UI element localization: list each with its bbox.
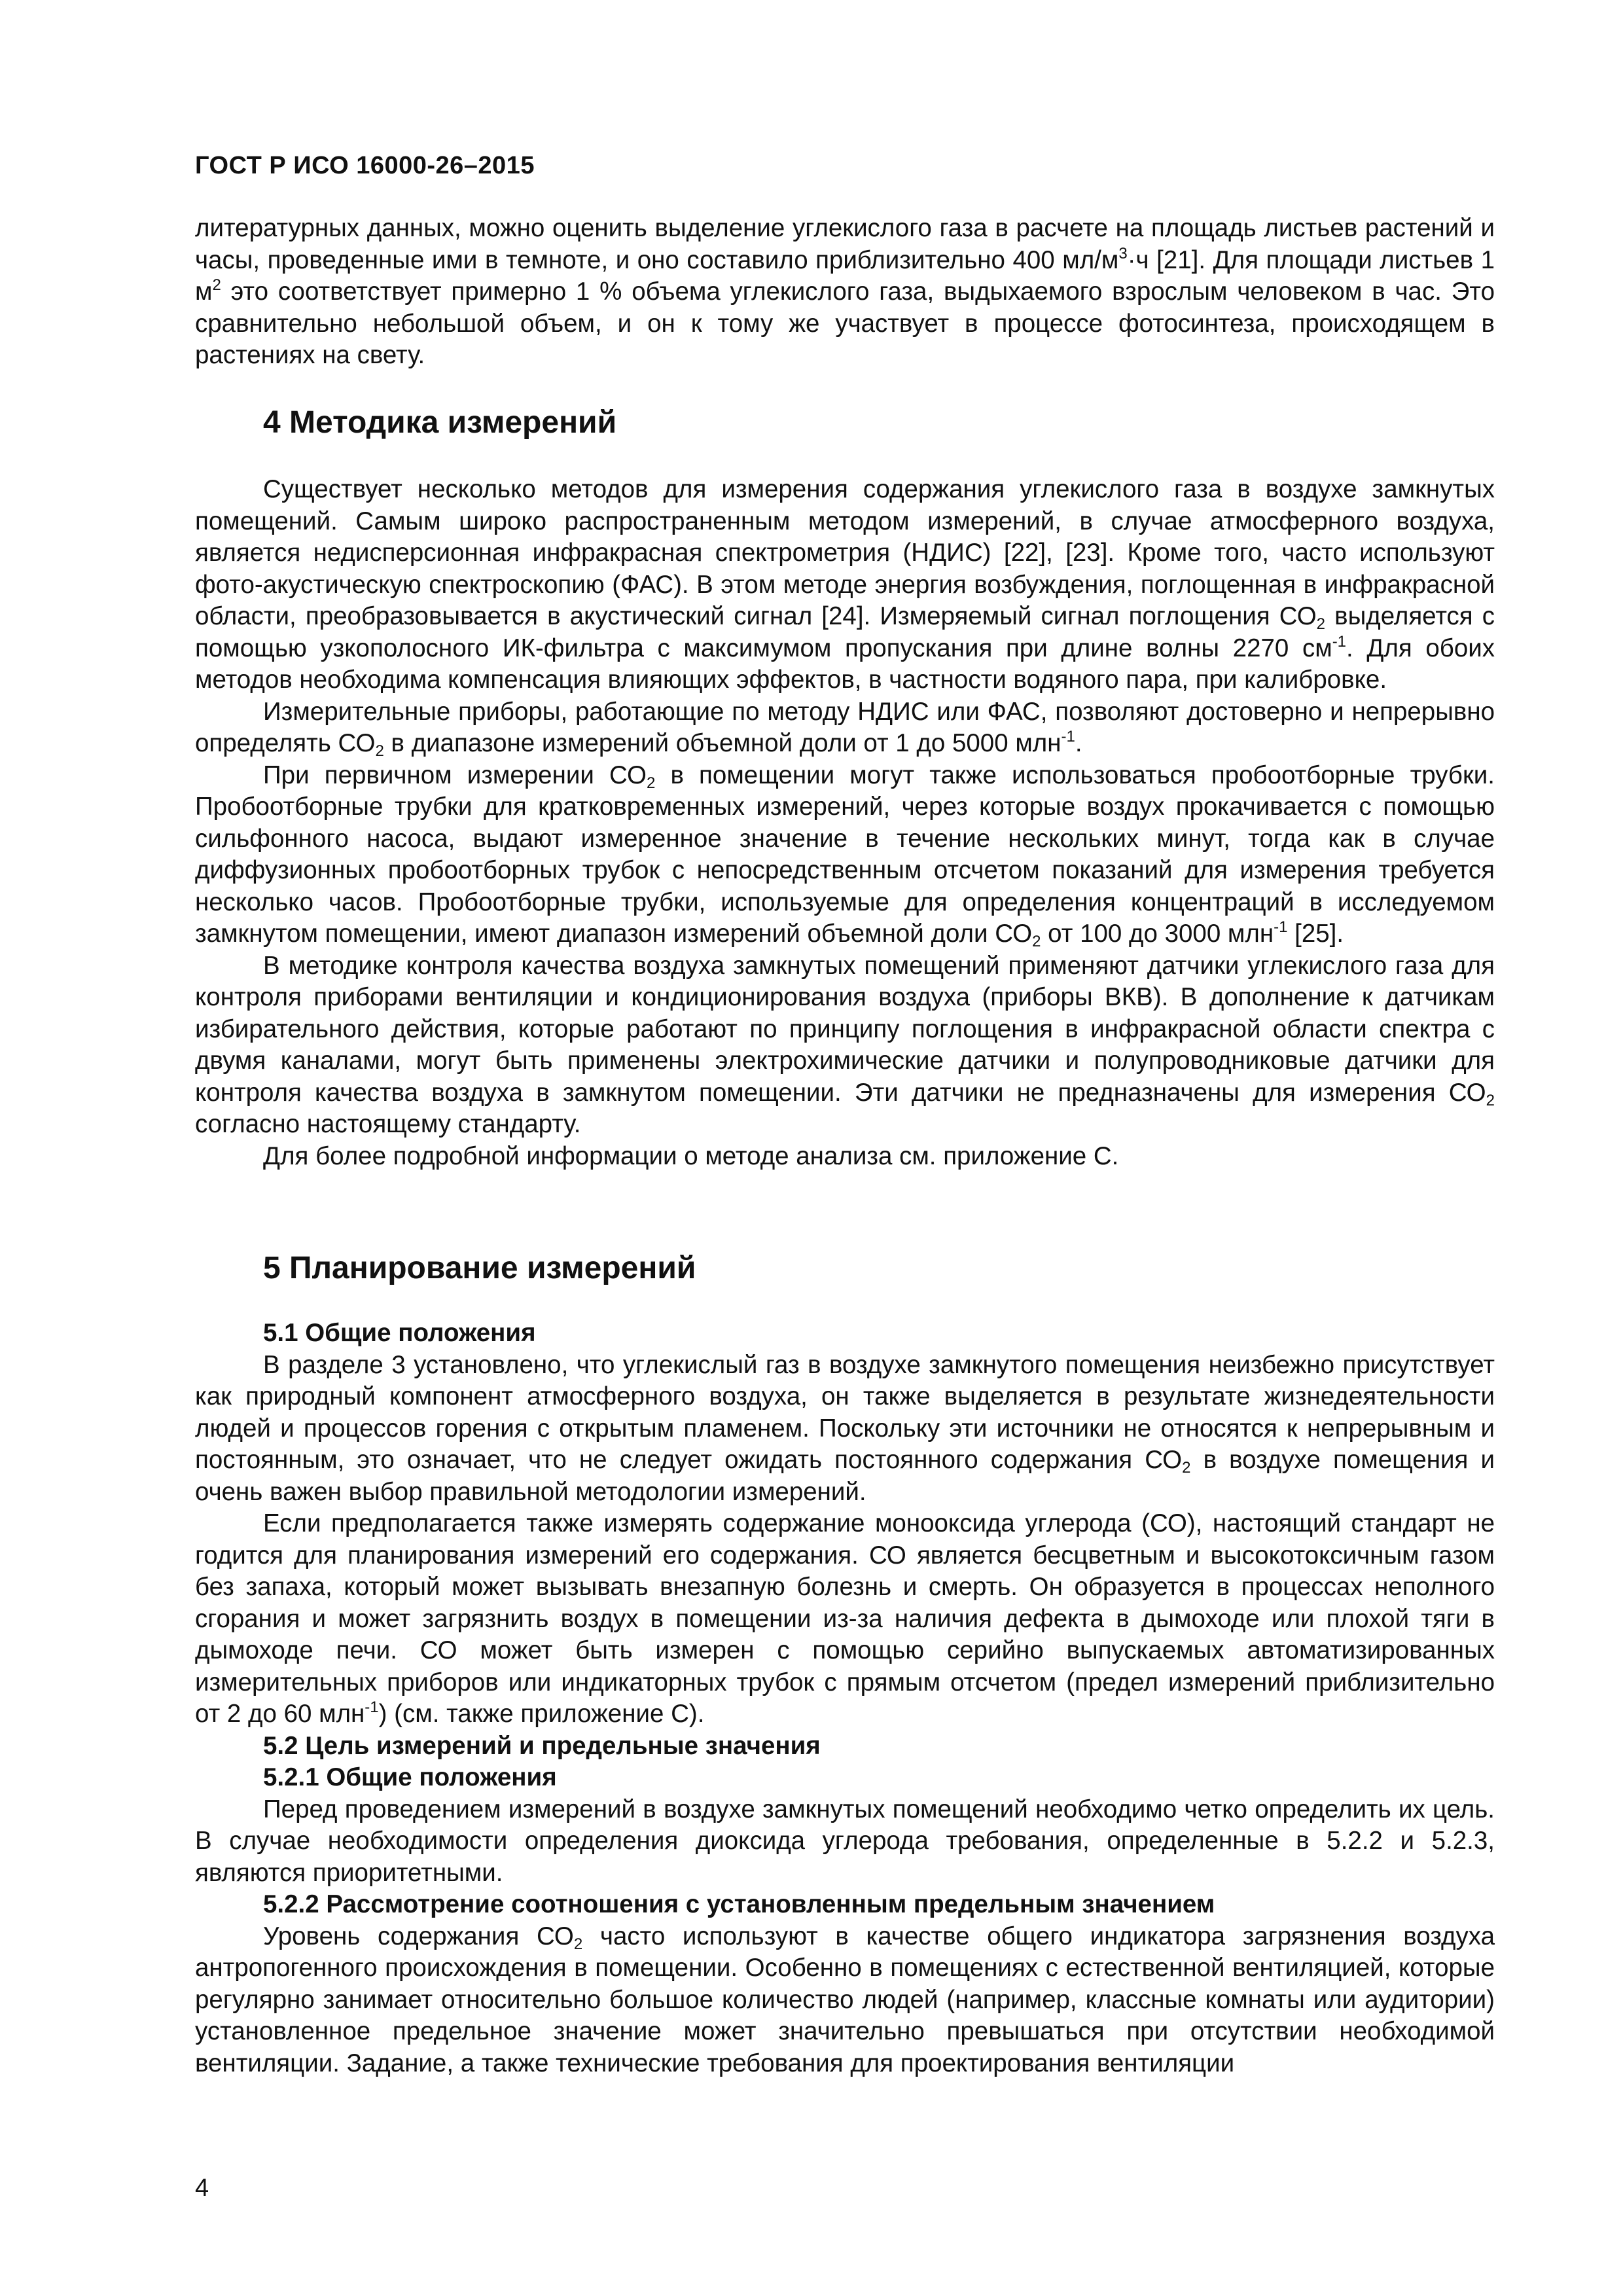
page-number: 4 bbox=[195, 2174, 209, 2202]
section-4-paragraph-3: При первичном измерении $СО_2$ в помещении могут также использоваться пробоотборные трубки. Пробоотборные трубки для кратковременных измерений, через которые воздух прокачивается с помощью сильфонного насоса, выдают измеренное значение в течение нескольких минут, тогда как в случае диффузионных пробоотборных трубок с непосредственным отсчетом показаний для измерения требуется несколько часов. Пробоотборные трубки, используемые для определения концентраций в исследуемом замкнутом помещении, имеют диапазон измерений объемной доли $СО_2$ от 100 до 3000 млн$^{-1}$ [25]. bbox=[195, 761, 1495, 950]
subsection-5-2-2-paragraph: Уровень содержания $СО_2$ часто используют в качестве общего индикатора загрязнения воздуха антропогенного происхождения в помещении. Особенно в помещениях с естественной вентиляцией, которые регулярно занимает относительно большое количество людей (например, классные комнаты или аудитории) установленное предельное значение может значительно превышаться при отсутствии необходимой вентиляции. Задание, а также технические требования для проектирования вентиляции bbox=[195, 1922, 1495, 2077]
subsection-5-2-1-heading: 5.2.1 Общие положения bbox=[263, 1763, 557, 1791]
subsection-5-2-2-heading: 5.2.2 Рассмотрение соотношения с установленным предельным значением bbox=[263, 1890, 1215, 1918]
section-5-body bbox=[195, 1318, 1495, 2079]
subsection-5-2-1-paragraph: Перед проведением измерений в воздухе замкнутых помещений необходимо четко определить их цель. В случае необходимости определения диоксида углерода требования, определенные в 5.2.2 и 5.2.3, являются приоритетными. bbox=[195, 1795, 1495, 1887]
subsection-5-1-paragraph-1: В разделе 3 установлено, что углекислый газ в воздухе замкнутого помещения неизбежно присутствует как природный компонент атмосферного воздуха, он также выделяется в результате жизнедеятельности людей и процессов горения с открытым пламенем. Поскольку эти источники не относятся к непрерывным и постоянным, это означает, что не следует ожидать постоянного содержания $СО_2$ в воздухе помещения и очень важен выбор правильной методологии измерений. bbox=[195, 1350, 1495, 1506]
subsection-5-1-heading: 5.1 Общие положения bbox=[263, 1319, 536, 1347]
section-4-body bbox=[195, 474, 1495, 1172]
subsection-5-1-paragraph-2: Если предполагается также измерять содержание монооксида углерода (СО), настоящий стандарт не годится для планирования измерений его содержания. СО является бесцветным и высокотоксичным газом без запаха, который может вызывать внезапную болезнь и смерть. Он образуется в процессах неполного сгорания и может загрязнить воздух в помещении из-за наличия дефекта в дымоходе или плохой тяги в дымоходе печи. СО может быть измерен с помощью серийно выпускаемых автоматизированных измерительных приборов или индикаторных трубок с прямым отсчетом (предел измерений приблизительно от 2 до 60 млн$^{-1}$) (см. также приложение С). bbox=[195, 1509, 1495, 1728]
section-5-heading: 5 Планирование измерений bbox=[263, 1251, 696, 1285]
section-4-paragraph-5: Для более подробной информации о методе анализа см. приложение С. bbox=[263, 1141, 1119, 1170]
section-4-paragraph-2: Измерительные приборы, работающие по методу НДИС или ФАС, позволяют достоверно и непрерывно определять $СО_2$ в диапазоне измерений объемной доли от 1 до 5000 млн$^{-1}$. bbox=[195, 697, 1495, 760]
intro-block bbox=[195, 213, 1495, 372]
section-4-heading: 4 Методика измерений bbox=[263, 405, 617, 440]
document-code-header: ГОСТ Р ИСО 16000-26–2015 bbox=[195, 152, 535, 179]
section-4-paragraph-1: Существует несколько методов для измерения содержания углекислого газа в воздухе замкнутых помещений. Самым широко распространенным методом измерений, в случае атмосферного воздуха, является недисперсионная инфракрасная спектрометрия (НДИС) [22], [23]. Кроме того, часто используют фото-акустическую спектроскопию (ФАС). В этом методе энергия возбуждения, поглощенная в инфракрасной области, преобразовывается в акустический сигнал [24]. Измеряемый сигнал поглощения $СО_2$ выделяется с помощью узкополосного ИК-фильтра с максимумом пропускания при длине волны 2270 $см^{-1}$. Для обоих методов необходима компенсация влияющих эффектов, в частности водяного пара, при калибровке. bbox=[195, 475, 1495, 694]
subsection-5-2-heading: 5.2 Цель измерений и предельные значения bbox=[263, 1731, 821, 1760]
intro-paragraph: литературных данных, можно оценить выделение углекислого газа в расчете на площадь листьев растений и часы, проведенные ими в темноте, и оно составило приблизительно 400 $мл/м^3\cdot ч$ [21]. Для площади листьев 1 $м^2$ это соответствует примерно 1 % объема углекислого газа, выдыхаемого взрослым человеком в час. Это сравнительно небольшой объем, и он к тому же участвует в процессе фотосинтеза, происходящем в растениях на свету. bbox=[195, 214, 1495, 369]
section-4-paragraph-4: В методике контроля качества воздуха замкнутых помещений применяют датчики углекислого газа для контроля приборами вентиляции и кондиционирования воздуха (приборы ВКВ). В дополнение к датчикам избирательного действия, которые работают по принципу поглощения в инфракрасной области спектра с двумя каналами, могут быть применены электрохимические датчики и полупроводниковые датчики для контроля качества воздуха в замкнутом помещении. Эти датчики не предназначены для измерения $СО_2$ согласно настоящему стандарту. bbox=[195, 951, 1495, 1138]
